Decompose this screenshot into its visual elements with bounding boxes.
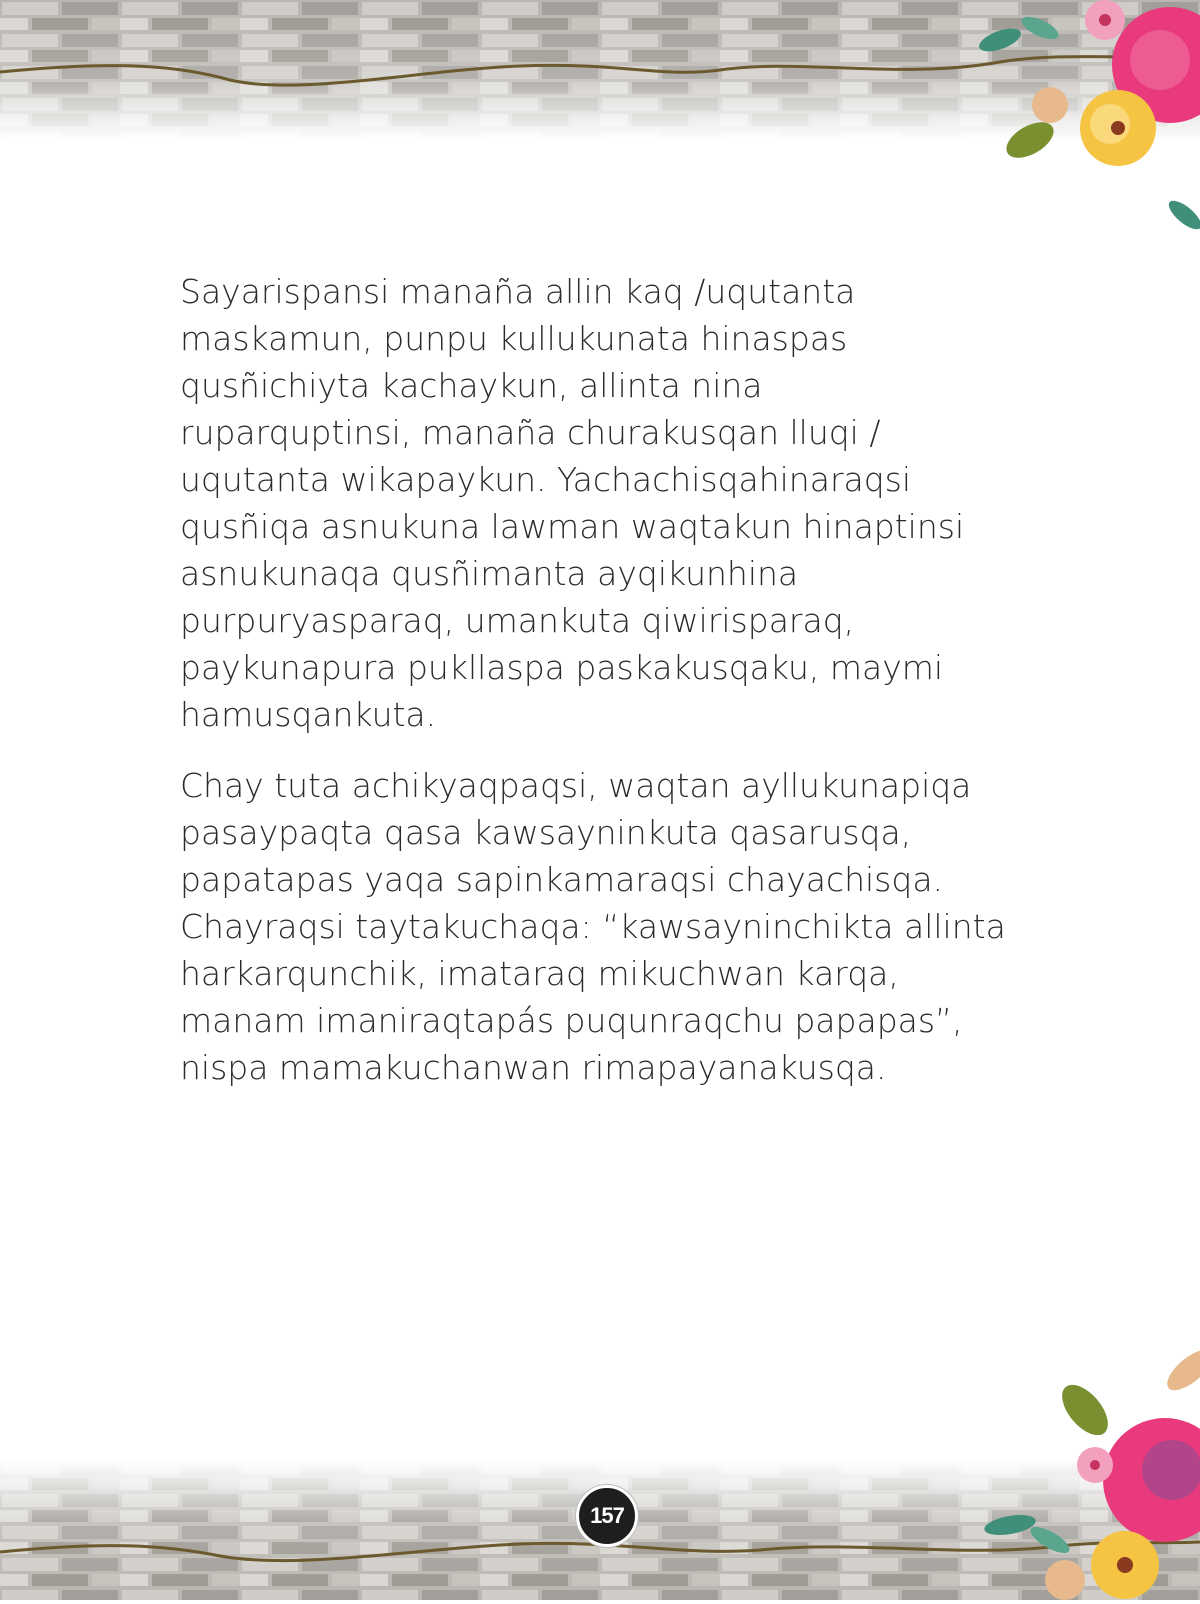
paragraph-1: Sayarispansi manaña allin kaq /uqutanta maskamun, punpu kullukunata hinaspas qusñichiyta kachaykun, allinta nina ruparquptinsi, manaña churakusqan lluqi / uqutanta wikapaykun. Yachachisqahinaraqsi qusñiqa asnukuna lawman waqtakun hinaptinsi asnukunaqa qusñimanta ayqikunhina purpuryasparaq, umankuta qiwirisparaq, paykunapura pukllaspa paskakusqaku, maymi hamusqankuta.	[180, 272, 965, 734]
page-number-badge: 157	[576, 1485, 638, 1547]
story-text	[180, 268, 1040, 1115]
top-right-flowers-illustration	[970, 0, 1200, 250]
bottom-right-flowers-illustration	[950, 1350, 1200, 1600]
paragraph-2: Chay tuta achikyaqpaqsi, waqtan ayllukunapiqa pasaypaqta qasa kawsayninkuta qasarusqa, papatapas yaqa sapinkamaraqsi chayachisqa. Chayraqsi taytakuchaqa: “kawsayninchikta allinta harkarqunchik, imataraq mikuchwan karqa, manam imaniraqtapás puqunraqchu papapas”, nispa mamakuchanwan rimapayanakusqa.	[180, 766, 1006, 1087]
